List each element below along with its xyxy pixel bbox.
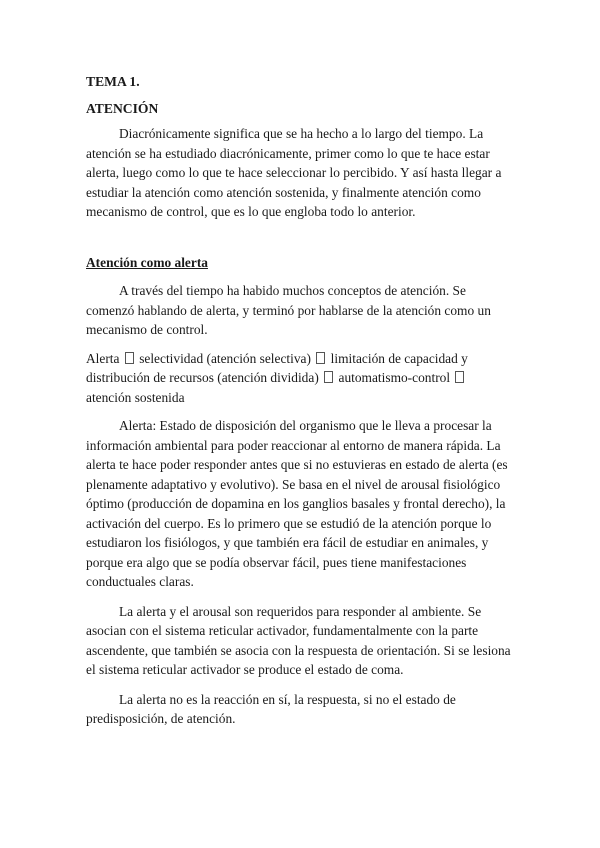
arrow-glyph-icon xyxy=(125,352,134,364)
sequence-item: Alerta xyxy=(86,350,120,366)
arrow-glyph-icon xyxy=(316,352,325,364)
sequence-item: limitación de capacidad y distribución de recursos (atención dividida) xyxy=(86,350,468,385)
final-paragraph: La alerta no es la reacción en sí, la respuesta, si no el estado de predisposición, de atención. xyxy=(86,691,456,726)
topic-title: ATENCIÓN xyxy=(86,100,159,116)
intro-paragraph: Diacrónicamente significa que se ha hecho a lo largo del tiempo. La atención se ha estudiado diacrónicamente, primer como lo que te hace estar alerta, luego como lo que te hace seleccionar lo percibido. Y así hasta llegar a estudiar la atención como atención sostenida, y finalmente atención como mecanismo de control, que es lo que engloba todo lo anterior. xyxy=(86,126,502,219)
history-paragraph: A través del tiempo ha habido muchos conceptos de atención. Se comenzó hablando de alerta, y terminó por hablarse de la atención como un mecanismo de control. xyxy=(86,283,491,337)
arrow-glyph-icon xyxy=(455,371,464,383)
sequence-item: selectividad (atención selectiva) xyxy=(139,350,311,366)
document-body xyxy=(86,70,514,729)
arousal-paragraph: La alerta y el arousal son requeridos para responder al ambiente. Se asocian con el sistema reticular activador, fundamentalmente con la parte ascendente, que también se asocia con la respuesta de orientación. Si se lesiona el sistema reticular activador se produce el estado de coma. xyxy=(86,603,511,677)
topic-label: TEMA 1. xyxy=(86,74,140,89)
sequence-item: atención sostenida xyxy=(86,389,185,405)
arrow-glyph-icon xyxy=(324,371,333,383)
concept-sequence xyxy=(86,349,514,408)
alerta-paragraph: Alerta: Estado de disposición del organismo que le lleva a procesar la información ambiental para poder reaccionar al entorno de manera rápida. La alerta te hace poder responder antes que si no estuvieras en estado de alerta (es plenamente adaptativo y evolutivo). Se basa en el nivel de arousal fisiológico óptimo (producción de dopamina en los ganglios basales y frontal derecho), la activación del cuerpo. Es lo primero que se estudió de la atención porque lo estudiaron los fisiólogos, y que también era fácil de estudiar en animales, y porque era algo que se podía observar fácil, pues tiene manifestaciones conductuales claras. xyxy=(86,418,508,589)
section-title: Atención como alerta xyxy=(86,254,208,270)
sequence-item: automatismo-control xyxy=(338,370,451,385)
